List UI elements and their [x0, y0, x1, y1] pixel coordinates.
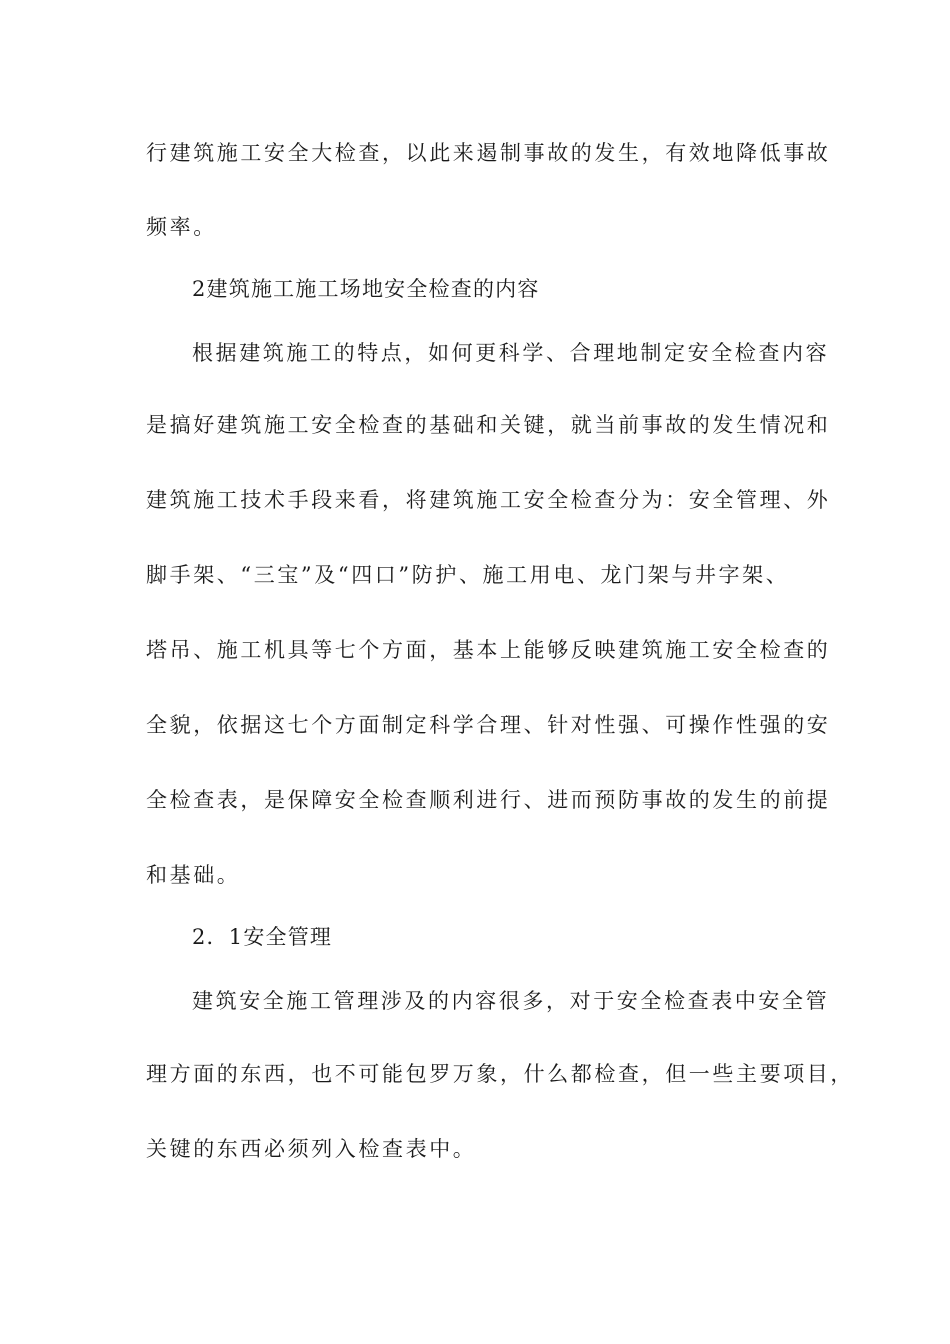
paragraph-line: 建筑施工技术手段来看，将建筑施工安全检查分为：安全管理、外 [146, 488, 831, 512]
paragraph-line: 根据建筑施工的特点，如何更科学、合理地制定安全检查内容 [192, 341, 830, 365]
paragraph-line: 和基础。 [146, 863, 241, 887]
paragraph-line: 频率。 [146, 215, 217, 239]
paragraph-line: 行建筑施工安全大检查，以此来遏制事故的发生，有效地降低事故 [146, 141, 831, 165]
paragraph-line: 全检查表，是保障安全检查顺利进行、进而预防事故的发生的前提 [146, 788, 831, 812]
section-heading: 2建筑施工施工场地安全检查的内容 [192, 277, 540, 301]
paragraph-line: 塔吊、施工机具等七个方面，基本上能够反映建筑施工安全检查的 [146, 638, 831, 662]
paragraph-line: 关键的东西必须列入检查表中。 [146, 1137, 477, 1161]
subsection-heading: 2．1安全管理 [192, 925, 333, 949]
paragraph-line: 是搞好建筑施工安全检查的基础和关键，就当前事故的发生情况和 [146, 413, 831, 437]
paragraph-line: 全貌，依据这七个方面制定科学合理、针对性强、可操作性强的安 [146, 713, 831, 737]
paragraph-line: 脚手架、“三宝”及“四口”防护、施工用电、龙门架与井字架、 [146, 563, 790, 587]
paragraph-line: 理方面的东西，也不可能包罗万象，什么都检查，但一些主要项目， [146, 1062, 854, 1086]
paragraph-line: 建筑安全施工管理涉及的内容很多，对于安全检查表中安全管 [192, 989, 830, 1013]
